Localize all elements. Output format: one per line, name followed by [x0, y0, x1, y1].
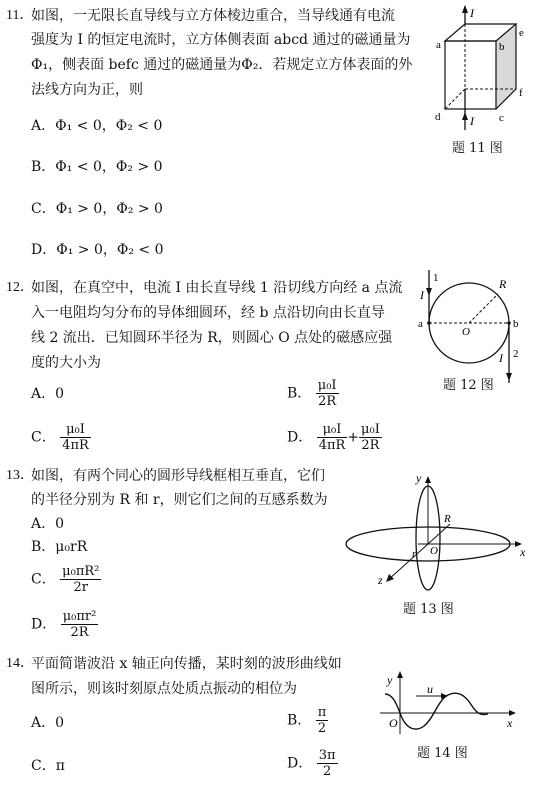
q12-option-c-numerator: μ₀I: [60, 422, 91, 438]
q12-ring-figure: [410, 266, 530, 386]
q11-text-line4: 法线方向为正，则: [31, 82, 143, 98]
q12-option-d-numerator-2: μ₀I: [361, 422, 380, 437]
q13-fig-label-z: z: [378, 573, 383, 587]
q12-text-line3: 线 2 流出．已知圆环半径为 R，则圆心 O 点处的磁感应强: [31, 330, 393, 346]
q14-option-d-denominator: 2: [322, 764, 332, 779]
q12-text-line4: 度的大小为: [31, 355, 101, 371]
q11-option-a: A．Φ₁ < 0，Φ₂ < 0: [31, 118, 163, 134]
q12-option-d-denominator-1: 4πR: [318, 438, 346, 453]
q11-caption: 题 11 图: [452, 141, 503, 156]
q11-fig-label-a: a: [436, 39, 441, 51]
q13-option-b: B．μ₀rR: [31, 539, 88, 555]
q13-caption: 题 13 图: [403, 602, 454, 617]
q12-option-b-denominator: 2R: [318, 394, 337, 409]
q14-option-d: [287, 748, 338, 779]
q13-option-c-denominator: 2r: [73, 580, 89, 595]
q14-fig-label-u: u: [427, 682, 433, 696]
q11-fig-label-b: b: [499, 41, 505, 53]
q13-option-d-numerator: μ₀πr²: [62, 609, 97, 624]
q11-fig-label-e: e: [519, 27, 524, 39]
q13-fig-label-big-r: R: [444, 513, 451, 525]
q14-text-line2: 图所示，则该时刻原点处质点振动的相位为: [31, 681, 297, 697]
q12-option-b-fraction: [316, 378, 339, 409]
q12-fig-label-i-top: I: [420, 288, 424, 302]
q12-option-d-plus: +: [347, 429, 360, 446]
q13-option-d: [31, 609, 98, 640]
q14-option-c: C．π: [31, 758, 65, 774]
q14-wave-figure: [372, 666, 522, 738]
q11-text-line3: Φ₁，侧表面 befc 通过的磁通量为Φ₂．若规定立方体表面的外: [31, 57, 413, 73]
q14-caption: 题 14 图: [417, 746, 468, 761]
q12-fig-label-i-bottom: I: [499, 351, 503, 365]
q11-fig-label-i-bottom: I: [470, 114, 474, 128]
q12-fig-label-b: b: [513, 318, 519, 330]
q13-fig-label-x: x: [520, 545, 526, 559]
q14-fig-label-y: y: [387, 673, 393, 687]
q11-fig-label-i-top: I: [470, 6, 474, 20]
q13-option-c-numerator: μ₀πR²: [62, 564, 100, 579]
q11-fig-label-c: c: [499, 112, 504, 124]
q13-number: 13．: [6, 468, 34, 483]
q12-option-d-numerator-1: μ₀I: [317, 422, 348, 438]
q14-option-d-fraction: [317, 748, 338, 779]
q12-option-d-denominator-2: 2R: [361, 438, 380, 453]
q12-option-c-label: C．: [31, 429, 56, 446]
q13-option-a: A．0: [31, 516, 65, 532]
q14-option-b-label: B．: [287, 712, 312, 729]
q13-option-d-denominator: 2R: [70, 625, 89, 640]
q12-option-d-fraction-2: [359, 422, 382, 453]
q14-option-b-fraction: [316, 705, 329, 736]
q11-option-c: C．Φ₁ > 0，Φ₂ > 0: [31, 201, 163, 217]
q11-text-line2: 强度为 I 的恒定电流时，立方体侧表面 abcd 通过的磁通量为: [31, 32, 411, 48]
q12-option-b-label: B．: [287, 385, 312, 402]
q13-option-d-label: D．: [31, 616, 57, 633]
q12-option-c-fraction: [60, 422, 91, 453]
q11-number: 11．: [6, 8, 34, 23]
q12-option-d-label: D．: [287, 429, 313, 446]
q13-fig-label-o: O: [430, 545, 438, 557]
q12-fig-label-wire-2: 2: [513, 348, 519, 360]
q13-text-line2: 的半径分别为 R 和 r，则它们之间的互感系数为: [31, 492, 328, 508]
q12-fig-label-r: R: [499, 277, 507, 291]
q11-fig-label-f: f: [519, 87, 523, 99]
q14-option-b: [287, 705, 328, 736]
q11-option-d: D．Φ₁ > 0，Φ₂ < 0: [31, 242, 164, 258]
q11-text-line1: 如图，一无限长直导线与立方体棱边重合，当导线通有电流: [31, 8, 395, 24]
q14-option-a: A．0: [31, 715, 65, 731]
q12-option-c-denominator: 4πR: [62, 438, 89, 453]
q13-fig-label-small-r: r: [412, 548, 417, 560]
q12-fig-label-a: a: [418, 318, 423, 330]
q12-fig-label-o: O: [462, 326, 470, 338]
q13-option-c-fraction: [60, 564, 101, 595]
q14-fig-label-o: O: [389, 716, 398, 730]
q14-option-b-numerator: π: [317, 705, 327, 720]
q14-number: 14．: [6, 656, 34, 671]
q11-option-b: B．Φ₁ < 0，Φ₂ > 0: [31, 159, 163, 175]
q14-fig-label-x: x: [507, 716, 513, 730]
q14-option-d-label: D．: [287, 755, 313, 772]
q12-option-d: [287, 422, 382, 453]
q14-text-line1: 平面简谐波沿 x 轴正向传播，某时刻的波形曲线如: [31, 656, 342, 672]
q13-option-d-fraction: [61, 609, 99, 640]
q12-option-b-numerator: μ₀I: [317, 378, 337, 393]
q12-number: 12．: [6, 280, 34, 295]
q12-option-a: A．0: [31, 386, 65, 402]
q11-fig-label-d: d: [435, 111, 441, 123]
q12-option-d-fraction-1: [317, 422, 348, 453]
q14-option-d-numerator: 3π: [318, 748, 336, 763]
q12-text-line2: 入一电阻均匀分布的导体细圆环，经 b 点沿切向由长直导: [31, 305, 385, 321]
q12-option-c: [31, 422, 91, 453]
q13-option-c: [31, 564, 101, 595]
q12-option-b: [287, 378, 339, 409]
q13-loops-figure: [340, 472, 540, 600]
q12-fig-label-wire-1: 1: [433, 272, 439, 284]
q13-fig-label-y: y: [416, 472, 422, 485]
q11-cube-figure: [425, 2, 535, 132]
q12-caption: 题 12 图: [443, 378, 494, 393]
q14-option-b-denominator: 2: [317, 721, 327, 736]
q13-text-line1: 如图，有两个同心的圆形导线框相互垂直，它们: [31, 468, 325, 484]
q12-text-line1: 如图，在真空中，电流 I 由长直导线 1 沿切线方向经 a 点流: [31, 280, 403, 296]
q13-option-c-label: C．: [31, 571, 56, 588]
